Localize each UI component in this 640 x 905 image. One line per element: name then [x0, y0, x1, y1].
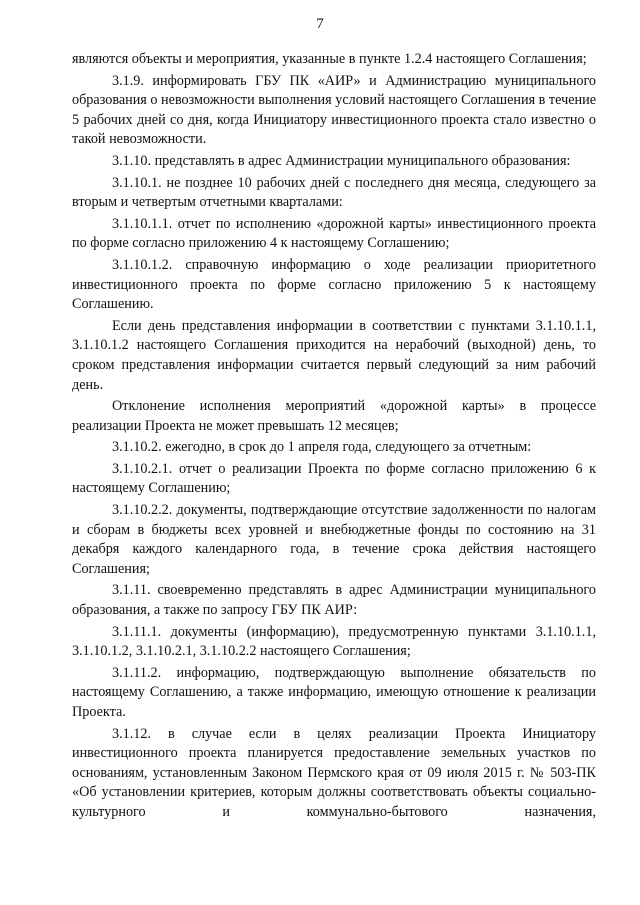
paragraph-3-1-11: 3.1.11. своевременно представлять в адрес Администрации муниципального образования, а также по запросу ГБУ ПК АИР:: [72, 582, 596, 619]
paragraph-3-1-10-1: 3.1.10.1. не позднее 10 рабочих дней с последнего дня месяца, следующего за вторым и четвертым отчетными кварталами:: [72, 174, 596, 211]
paragraph-roadmap-deviation: Отклонение исполнения мероприятий «дорожной карты» в процессе реализации Проекта не может превышать 12 месяцев;: [72, 398, 596, 434]
paragraph-3-1-11-2: 3.1.11.2. информацию, подтверждающую выполнение обязательств по настоящему Соглашению, а также информацию, имеющую отношение к реализации Проекта.: [72, 664, 596, 720]
paragraph-3-1-12: 3.1.12. в случае если в целях реализации Проекта Инициатору инвестиционного проекта планируется предоставление земельных участков по основаниям, установленным Законом Пермского края от 09 июля 2015 г. № 503-ПК «Об установлении критериев, которым должны соответствовать объекты социально-культурного и коммунально-бытового назначения,: [72, 725, 596, 820]
paragraph-3-1-10-2: 3.1.10.2. ежегодно, в срок до 1 апреля года, следующего за отчетным:: [112, 439, 532, 456]
paragraph-3-1-10: 3.1.10. представлять в адрес Администрации муниципального образования:: [112, 152, 571, 169]
paragraph-3-1-10-2-1: 3.1.10.2.1. отчет о реализации Проекта по форме согласно приложению 6 к настоящему Соглашению;: [72, 460, 596, 497]
paragraph-3-1-10-1-1: 3.1.10.1.1. отчет по исполнению «дорожной карты» инвестиционного проекта по форме согласно приложению 4 к настоящему Соглашению;: [72, 215, 596, 252]
paragraph-3-1-11-1: 3.1.11.1. документы (информацию), предусмотренную пунктами 3.1.10.1.1, 3.1.10.1.2, 3.1.10.2.1, 3.1.10.2.2 настоящего Соглашения;: [72, 623, 596, 660]
paragraph-continuation: являются объекты и мероприятия, указанные в пункте 1.2.4 настоящего Соглашения;: [72, 51, 587, 67]
paragraph-non-working-day: Если день представления информации в соответствии с пунктами 3.1.10.1.1, 3.1.10.1.2 настоящего Соглашения приходится на нерабочий (выходной) день, то сроком представления информации считается первый следующий за ним рабочий день.: [72, 317, 596, 393]
paragraph-3-1-10-1-2: 3.1.10.1.2. справочную информацию о ходе реализации приоритетного инвестиционного проекта по форме согласно приложению 5 к настоящему Соглашению.: [72, 256, 596, 313]
paragraph-3-1-10-2-2: 3.1.10.2.2. документы, подтверждающие отсутствие задолженности по налогам и сборам в бюджеты всех уровней и внебюджетные фонды по состоянию на 31 декабря каждого календарного года, в течение срока действия настоящего Соглашения;: [72, 502, 596, 577]
paragraph-3-1-9: 3.1.9. информировать ГБУ ПК «АИР» и Администрацию муниципального образования о невозможности выполнения условий настоящего Соглашения в течение 5 рабочих дней со дня, когда Инициатору инвестиционного проекта стало известно о такой невозможности.: [72, 72, 596, 148]
document-body: [72, 50, 596, 825]
page-number: 7: [316, 16, 324, 32]
